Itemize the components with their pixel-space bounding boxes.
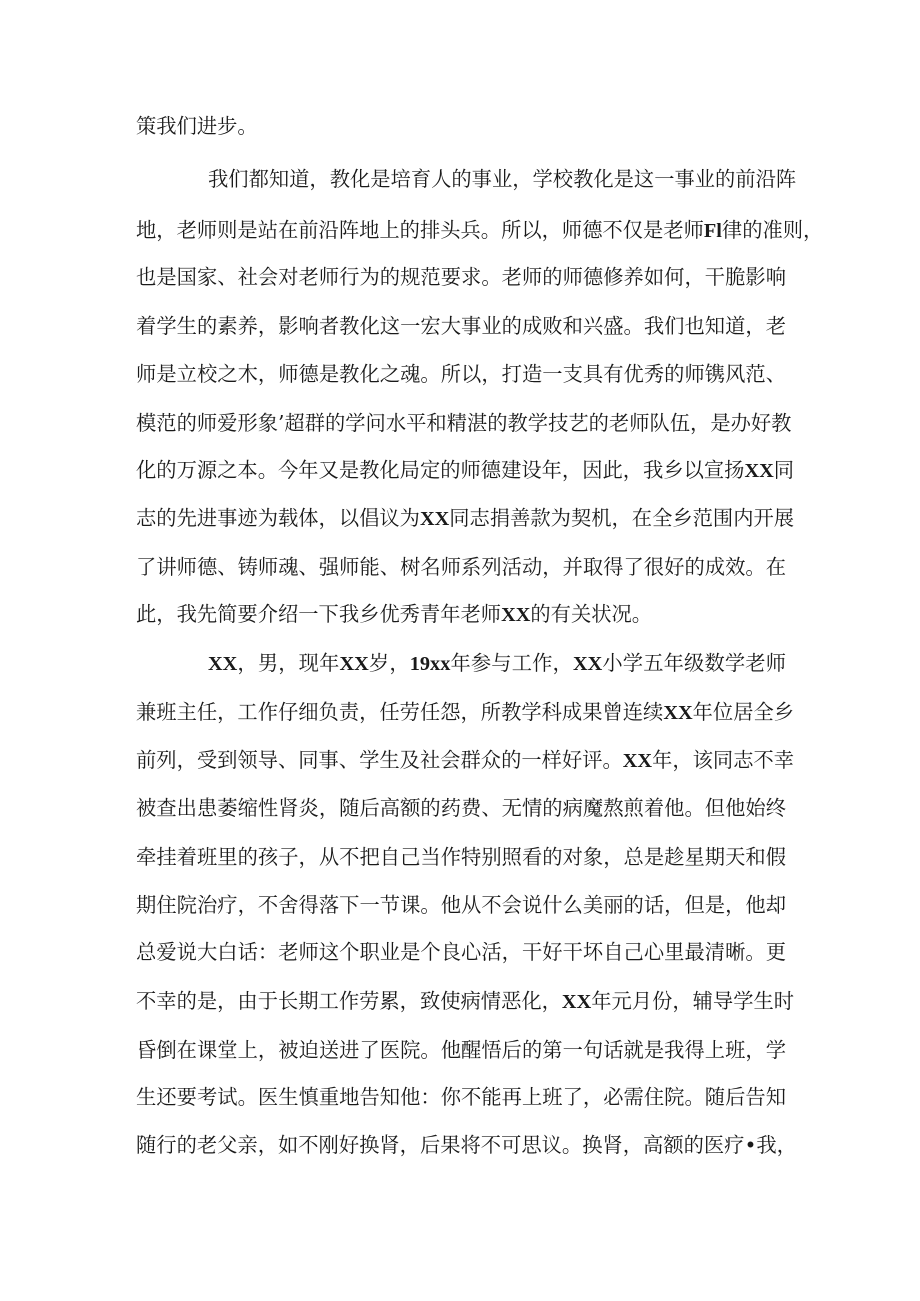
text-line: 地，老师则是站在前沿阵地上的排头兵。所以，师德不仅是老师Fl律的准则， [136, 218, 824, 242]
text-line: 着学生的素养，影响者教化这一宏大事业的成败和兴盛。我们也知道，老 [136, 314, 786, 338]
text-line: 策我们进步。 [136, 114, 258, 138]
text-line: 被查出患萎缩性肾炎，随后高额的药费、无情的病魔熬煎着他。但他始终 [136, 796, 786, 820]
text-line: 随行的老父亲，如不刚好换肾，后果将不可思议。换肾，高额的医疗•我， [136, 1133, 797, 1157]
text-line: XX，男，现年XX岁，19xx年参与工作，XX小学五年级数学老师 [208, 651, 786, 675]
text-line: 志的先进事迹为载体，以倡议为XX同志捐善款为契机，在全乡范围内开展 [136, 506, 795, 530]
text-line: 总爱说大白话：老师这个职业是个良心活，干好干坏自己心里最清晰。更 [136, 940, 786, 964]
text-line: 生还要考试。医生慎重地告知他：你不能再上班了，必需住院。随后告知 [136, 1085, 786, 1109]
text-line: 前列，受到领导、同事、学生及社会群众的一样好评。XX年，该同志不幸 [136, 748, 795, 772]
text-line: 期住院治疗，不舍得落下一节课。他从不会说什么美丽的话，但是，他却 [136, 893, 786, 917]
text-line: 师是立校之木，师德是教化之魂。所以，打造一支具有优秀的师镌风范、 [136, 362, 786, 386]
text-line: 不幸的是，由于长期工作劳累，致使病情恶化，XX年元月份，辅导学生时 [136, 989, 795, 1013]
text-line: 我们都知道，教化是培育人的事业，学校教化是这一事业的前沿阵 [208, 167, 797, 191]
text-line: 了讲师德、铸师魂、强师能、树名师系列活动，并取得了很好的成效。在 [136, 555, 786, 579]
text-line: 牵挂着班里的孩子，从不把自己当作特别照看的对象，总是趁星期天和假 [136, 845, 786, 869]
text-line: 昏倒在课堂上，被迫送进了医院。他醒悟后的第一句话就是我得上班，学 [136, 1038, 786, 1062]
text-line: 也是国家、社会对老师行为的规范要求。老师的师德修养如何，干脆影响 [136, 265, 786, 289]
text-line: 兼班主任，工作仔细负责，任劳任怨，所教学科成果曾连续XX年位居全乡 [136, 700, 795, 724]
text-line: 化的万源之本。今年又是教化局定的师德建设年，因此，我乡以宣扬XX同 [136, 458, 795, 482]
text-line: 模范的师爱形象’超群的学问水平和精湛的教学技艺的老师队伍，是办好教 [136, 411, 792, 435]
text-line: 此，我先简要介绍一下我乡优秀青年老师XX的有关状况。 [136, 602, 653, 626]
